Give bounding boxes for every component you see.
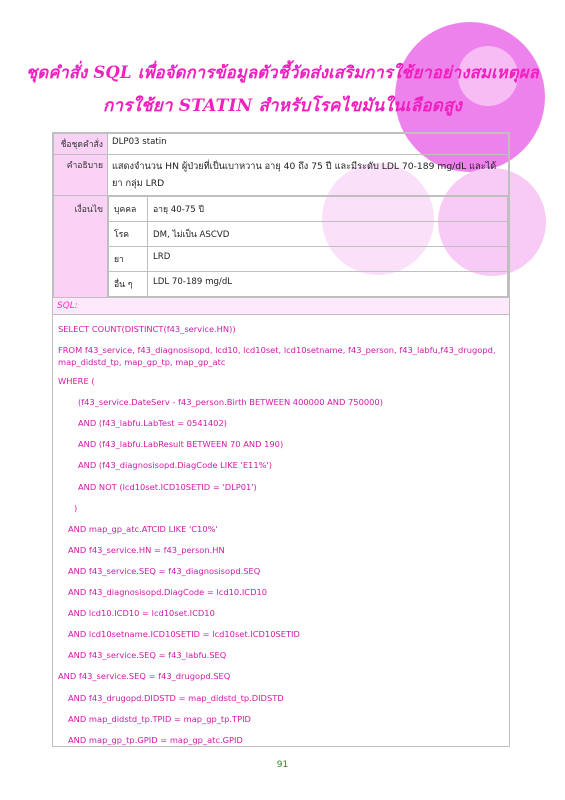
sql-line: SELECT COUNT(DISTINCT(f43_service.HN)) — [58, 324, 236, 334]
sql-document-frame — [52, 132, 510, 747]
sql-line: AND lcd10.ICD10 = lcd10set.ICD10 — [68, 608, 215, 619]
sql-line: (f43_service.DateServ - f43_person.Birth BETWEEN 400000 AND 750000) — [78, 397, 383, 408]
page-title-line-2: การใช้ยา STATIN สำหรับโรคไขมันในเลือดสูง — [102, 96, 463, 116]
sql-line: AND (f43_labfu.LabTest = 0541402) — [78, 418, 227, 429]
sql-line: AND map_gp_atc.ATCID LIKE 'C10%' — [68, 523, 218, 534]
sql-line: AND map_gp_tp.GPID = map_gp_atc.GPID — [68, 734, 243, 745]
sql-line: AND f43_service.SEQ = f43_labfu.SEQ — [68, 650, 227, 661]
condition-row — [109, 197, 508, 222]
sql-line: AND f43_service.SEQ = f43_drugopd.SEQ — [58, 671, 231, 682]
sql-line: FROM f43_service, f43_diagnosisopd, lcd10, lcd10set, lcd10setname, f43_person, f43_labfu,f43_drugopd, map_didstd_tp, map_gp_tp, map_gp_atc — [58, 345, 496, 368]
condition-value: อายุ 40-75 ปี — [148, 197, 508, 222]
condition-value: LDL 70-189 mg/dL — [148, 272, 508, 297]
condition-cell — [108, 196, 509, 298]
sql-line: AND f43_service.HN = f43_person.HN — [68, 544, 225, 555]
condition-row — [109, 222, 508, 247]
condition-value: DM, ไม่เป็น ASCVD — [148, 222, 508, 247]
sql-line: AND lcd10setname.ICD10SETID = lcd10set.ICD10SETID — [68, 629, 300, 640]
sql-line: AND (f43_labfu.LabResult BETWEEN 70 AND 190) — [78, 439, 284, 450]
condition-value: LRD — [148, 247, 508, 272]
condition-row — [109, 272, 508, 297]
sql-line: AND f43_drugopd.DIDSTD = map_didstd_tp.DIDSTD — [68, 692, 284, 703]
sql-code-block — [53, 315, 509, 755]
page-number: 91 — [276, 760, 289, 770]
condition-label: เงื่อนไข — [54, 196, 108, 298]
description-label: คำอธิบาย — [54, 155, 108, 196]
meta-table — [53, 133, 509, 298]
page-title-line-1: ชุดคำสั่ง SQL เพื่อจัดการข้อมูลตัวชี้วัดส่งเสริมการใช้ยาอย่างสมเหตุผล — [26, 63, 539, 82]
sql-line: AND map_didstd_tp.TPID = map_gp_tp.TPID — [68, 713, 251, 724]
condition-row — [109, 247, 508, 272]
name-label: ชื่อชุดคำสั่ง — [54, 134, 108, 155]
sql-line: AND f43_service.SEQ = f43_diagnosisopd.SEQ — [68, 565, 261, 576]
sql-line: AND f43_diagnosisopd.DiagCode = lcd10.ICD10 — [68, 587, 268, 598]
condition-key: อื่น ๆ — [109, 272, 148, 297]
condition-key: ยา — [109, 247, 148, 272]
condition-key: โรค — [109, 222, 148, 247]
condition-table — [108, 196, 508, 297]
description-value: แสดงจำนวน HN ผู้ป่วยที่เป็นเบาหวาน อายุ 40 ถึง 75 ปี และมีระดับ LDL 70-189 mg/dL และได้ยา กลุ่ม LRD — [108, 155, 509, 196]
name-value: DLP03 statin — [108, 134, 509, 155]
condition-key: บุคคล — [109, 197, 148, 222]
sql-line: AND NOT (lcd10set.ICD10SETID = 'DLP01') — [78, 481, 257, 492]
sql-line: ) — [74, 502, 78, 513]
sql-line: WHERE ( — [58, 376, 95, 387]
sql-label: SQL: — [53, 298, 509, 315]
sql-line: AND (f43_diagnosisopd.DiagCode LIKE 'E11%') — [78, 460, 273, 471]
